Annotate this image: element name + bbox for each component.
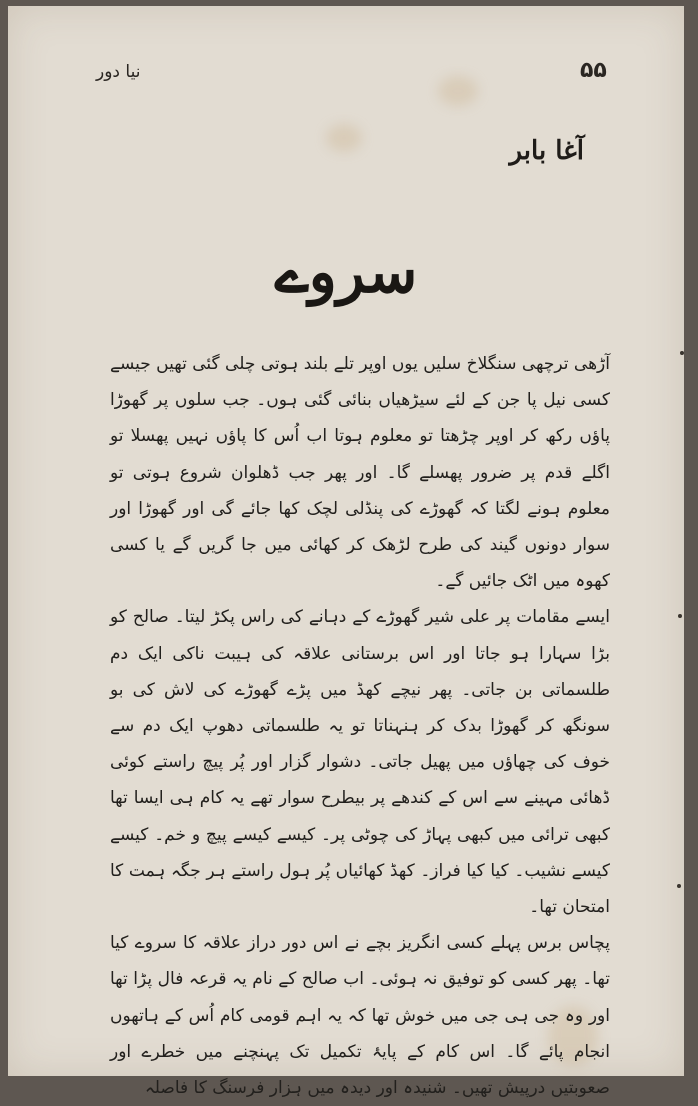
margin-dot bbox=[680, 351, 684, 355]
page-number: ۵۵ bbox=[580, 58, 607, 83]
scanned-page bbox=[8, 6, 684, 1099]
paper-stain bbox=[438, 76, 478, 106]
paragraph: ایسے مقامات پر علی شیر گھوڑے کے دہانے کی راس پکڑ لیتا۔ صالح کو بڑا سہارا ہو جاتا اور اس برستانی علاقہ کی ہیبت ناکی ایک دم طلسماتی بن جاتی۔ پھر نیچے کھڈ میں پڑے گھوڑے کی لاش کی بو سونگھ کر گھوڑا بدک کر ہنہناتا تو یہ طلسماتی دھوپ ایک دم سے خوف کی چھاؤں میں پھیل جاتی۔ دشوار گزار اور پُر پیچ راستے کوئی ڈھائی مہینے سے اس کے کندھے پر بیطرح سوار تھے یہ کام ہی ایسا تھا کبھی ترائی میں کبھی پہاڑ کی چوٹی پر۔ کیسے کیسے پیچ و خم۔ کیسے کیسے نشیب۔ کیا کیا فراز۔ کھڈ کھائیاں پُر ہول راستے ہر جگہ ہمت کا امتحان تھا۔ bbox=[110, 607, 610, 918]
article-body bbox=[110, 346, 610, 1106]
paragraph: آڑھی ترچھی سنگلاخ سلیں یوں اوپر تلے بلند ہوتی چلی گئی تھیں جیسے کسی نیل پا جن کے لئے سیڑھیاں بنائی گئی ہوں۔ جب سلوں پر گھوڑا پاؤں رکھ کر اوپر چڑھتا تو معلوم ہوتا اب اُس کا پاؤں نہیں پھسلا تو اگلے قدم پر ضرور پھسلے گا۔ اور پھر جب ڈھلوان شروع ہوتی تو معلوم ہونے لگتا کہ گھوڑے کی پنڈلی لچک کھا جائے گی اور گھوڑا اور سوار دونوں گیند کی طرح لڑھک کر کھائی میں جا گریں گے یا کسی کھوہ میں اٹک جائیں گے۔ bbox=[110, 354, 610, 592]
margin-dot bbox=[677, 884, 681, 888]
article-title: سروے bbox=[274, 238, 418, 306]
paragraph: پچاس برس پہلے کسی انگریز بچے نے اس دور دراز علاقہ کا سروے کیا تھا۔ پھر کسی کو توفیق نہ ہوئی۔ اب صالح کے نام یہ قرعہ فال پڑا تھا اور وہ جی ہی جی میں خوش تھا کہ یہ اہم قومی کام اُس کے ہاتھوں انجام پائے گا۔ اس کام کے پایۂ تکمیل تک پہنچنے میں خطرے اور صعوبتیں درپیش تھیں۔ شنیدہ اور دیدہ میں ہزار فرسنگ کا فاصلہ bbox=[110, 933, 610, 1099]
running-header: نیا دور bbox=[96, 62, 141, 82]
paper-stain bbox=[326, 124, 362, 152]
author-name: آغا بابر bbox=[509, 136, 584, 166]
margin-dot bbox=[678, 614, 682, 618]
